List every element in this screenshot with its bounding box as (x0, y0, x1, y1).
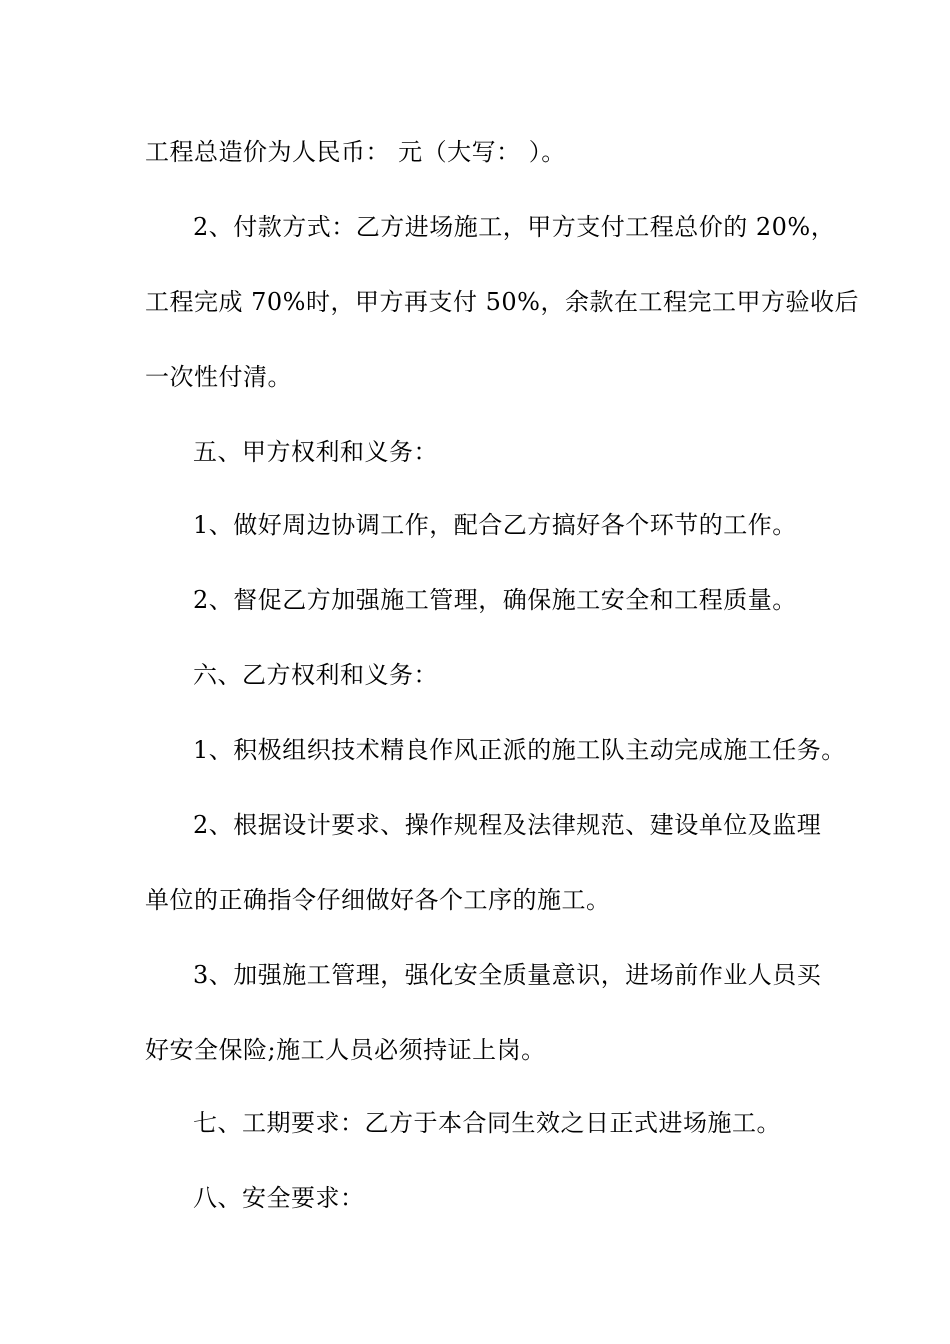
paragraph-line: 3、加强施工管理，强化安全质量意识，进场前作业人员买 (193, 961, 822, 989)
section-heading: 五、甲方权利和义务： (193, 438, 438, 466)
paragraph-line: 1、积极组织技术精良作风正派的施工队主动完成施工任务。 (193, 736, 846, 764)
paragraph-line: 一次性付清。 (145, 363, 292, 391)
paragraph-line: 工程总造价为人民币： 元（大写： ）。 (145, 138, 566, 166)
paragraph-line: 工程完成 70%时，甲方再支付 50%，余款在工程完工甲方验收后 (145, 288, 859, 316)
section-heading: 六、乙方权利和义务： (193, 661, 438, 689)
paragraph-line: 1、做好周边协调工作，配合乙方搞好各个环节的工作。 (193, 511, 797, 539)
paragraph-line: 2、根据设计要求、操作规程及法律规范、建设单位及监理 (193, 811, 822, 839)
section-heading: 七、工期要求：乙方于本合同生效之日正式进场施工。 (193, 1109, 781, 1137)
paragraph-line: 2、付款方式：乙方进场施工，甲方支付工程总价的 20%， (193, 213, 836, 241)
paragraph-line: 2、督促乙方加强施工管理，确保施工安全和工程质量。 (193, 586, 797, 614)
paragraph-line: 好安全保险;施工人员必须持证上岗。 (145, 1036, 546, 1064)
section-heading: 八、安全要求： (193, 1184, 365, 1212)
paragraph-line: 单位的正确指令仔细做好各个工序的施工。 (145, 886, 611, 914)
